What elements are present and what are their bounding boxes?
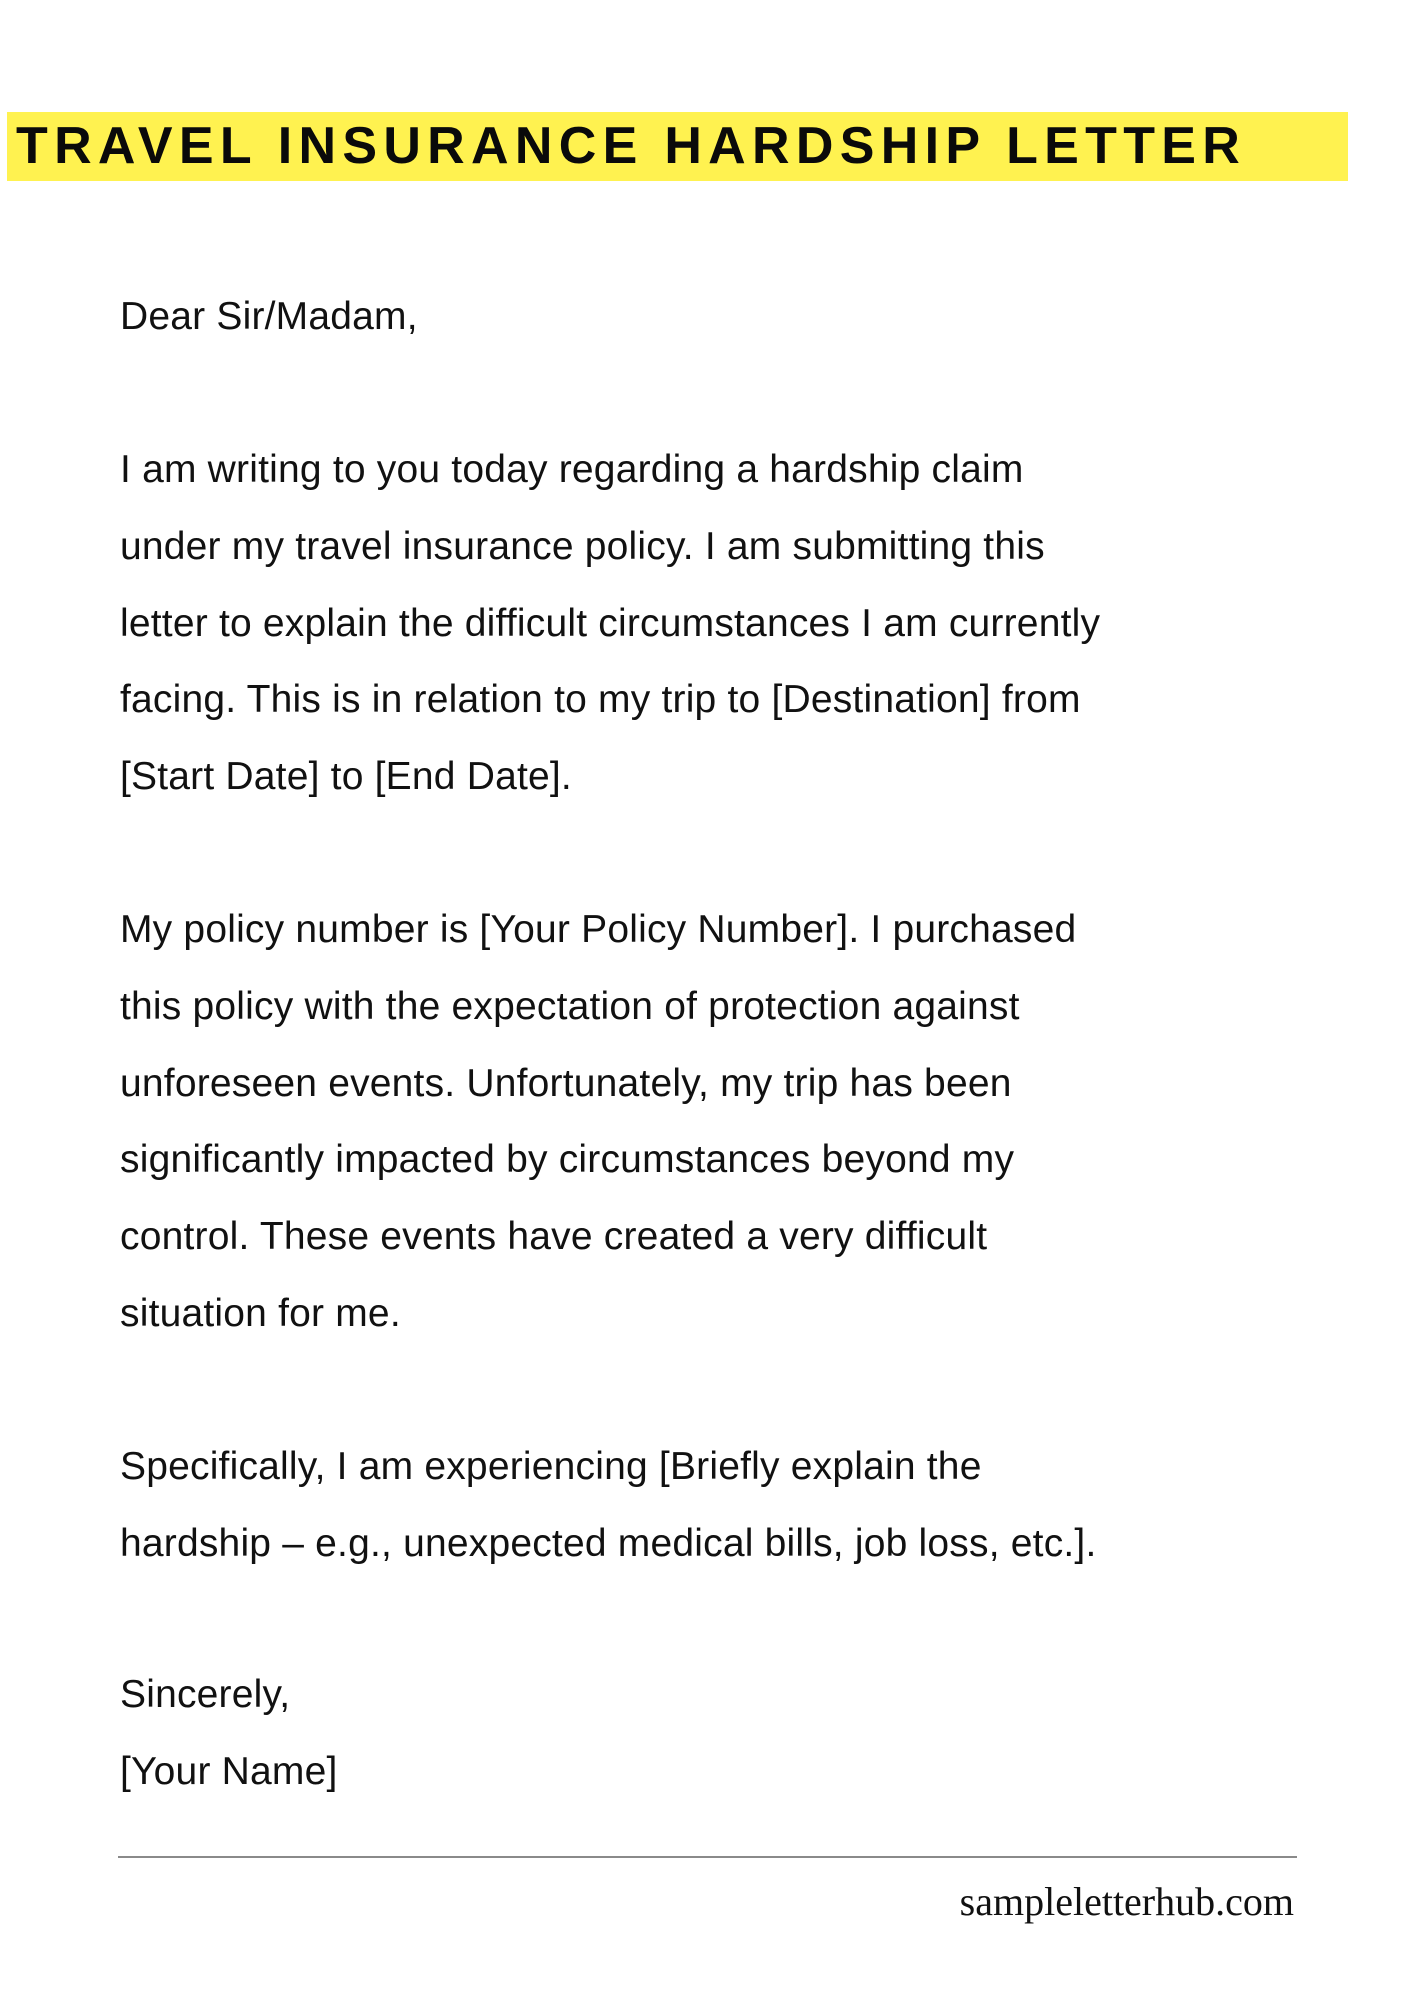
page-title: TRAVEL INSURANCE HARDSHIP LETTER bbox=[16, 117, 1247, 175]
signature-placeholder: [Your Name] bbox=[120, 1750, 338, 1793]
closing: Sincerely, bbox=[120, 1673, 291, 1716]
paragraph-line: control. These events have created a very difficult bbox=[120, 1215, 988, 1258]
paragraph-line: significantly impacted by circumstances beyond my bbox=[120, 1138, 1015, 1181]
footer-divider bbox=[118, 1856, 1297, 1858]
paragraph-line: this policy with the expectation of protection against bbox=[120, 985, 1020, 1028]
paragraph-line: unforeseen events. Unfortunately, my trip has been bbox=[120, 1062, 1012, 1105]
footer-site-name: sampleletterhub.com bbox=[959, 1879, 1294, 1924]
paragraph-line: hardship – e.g., unexpected medical bills, job loss, etc.]. bbox=[120, 1522, 1097, 1565]
paragraph-line: My policy number is [Your Policy Number]. I purchased bbox=[120, 908, 1077, 951]
paragraph-line: situation for me. bbox=[120, 1292, 401, 1335]
salutation: Dear Sir/Madam, bbox=[120, 295, 418, 338]
paragraph-line: under my travel insurance policy. I am submitting this bbox=[120, 525, 1045, 568]
paragraph-line: Specifically, I am experiencing [Briefly explain the bbox=[120, 1445, 982, 1488]
paragraph-line: [Start Date] to [End Date]. bbox=[120, 755, 572, 798]
paragraph-line: I am writing to you today regarding a hardship claim bbox=[120, 448, 1024, 491]
paragraph-line: facing. This is in relation to my trip to [Destination] from bbox=[120, 678, 1081, 721]
paragraph-line: letter to explain the difficult circumstances I am currently bbox=[120, 602, 1101, 645]
